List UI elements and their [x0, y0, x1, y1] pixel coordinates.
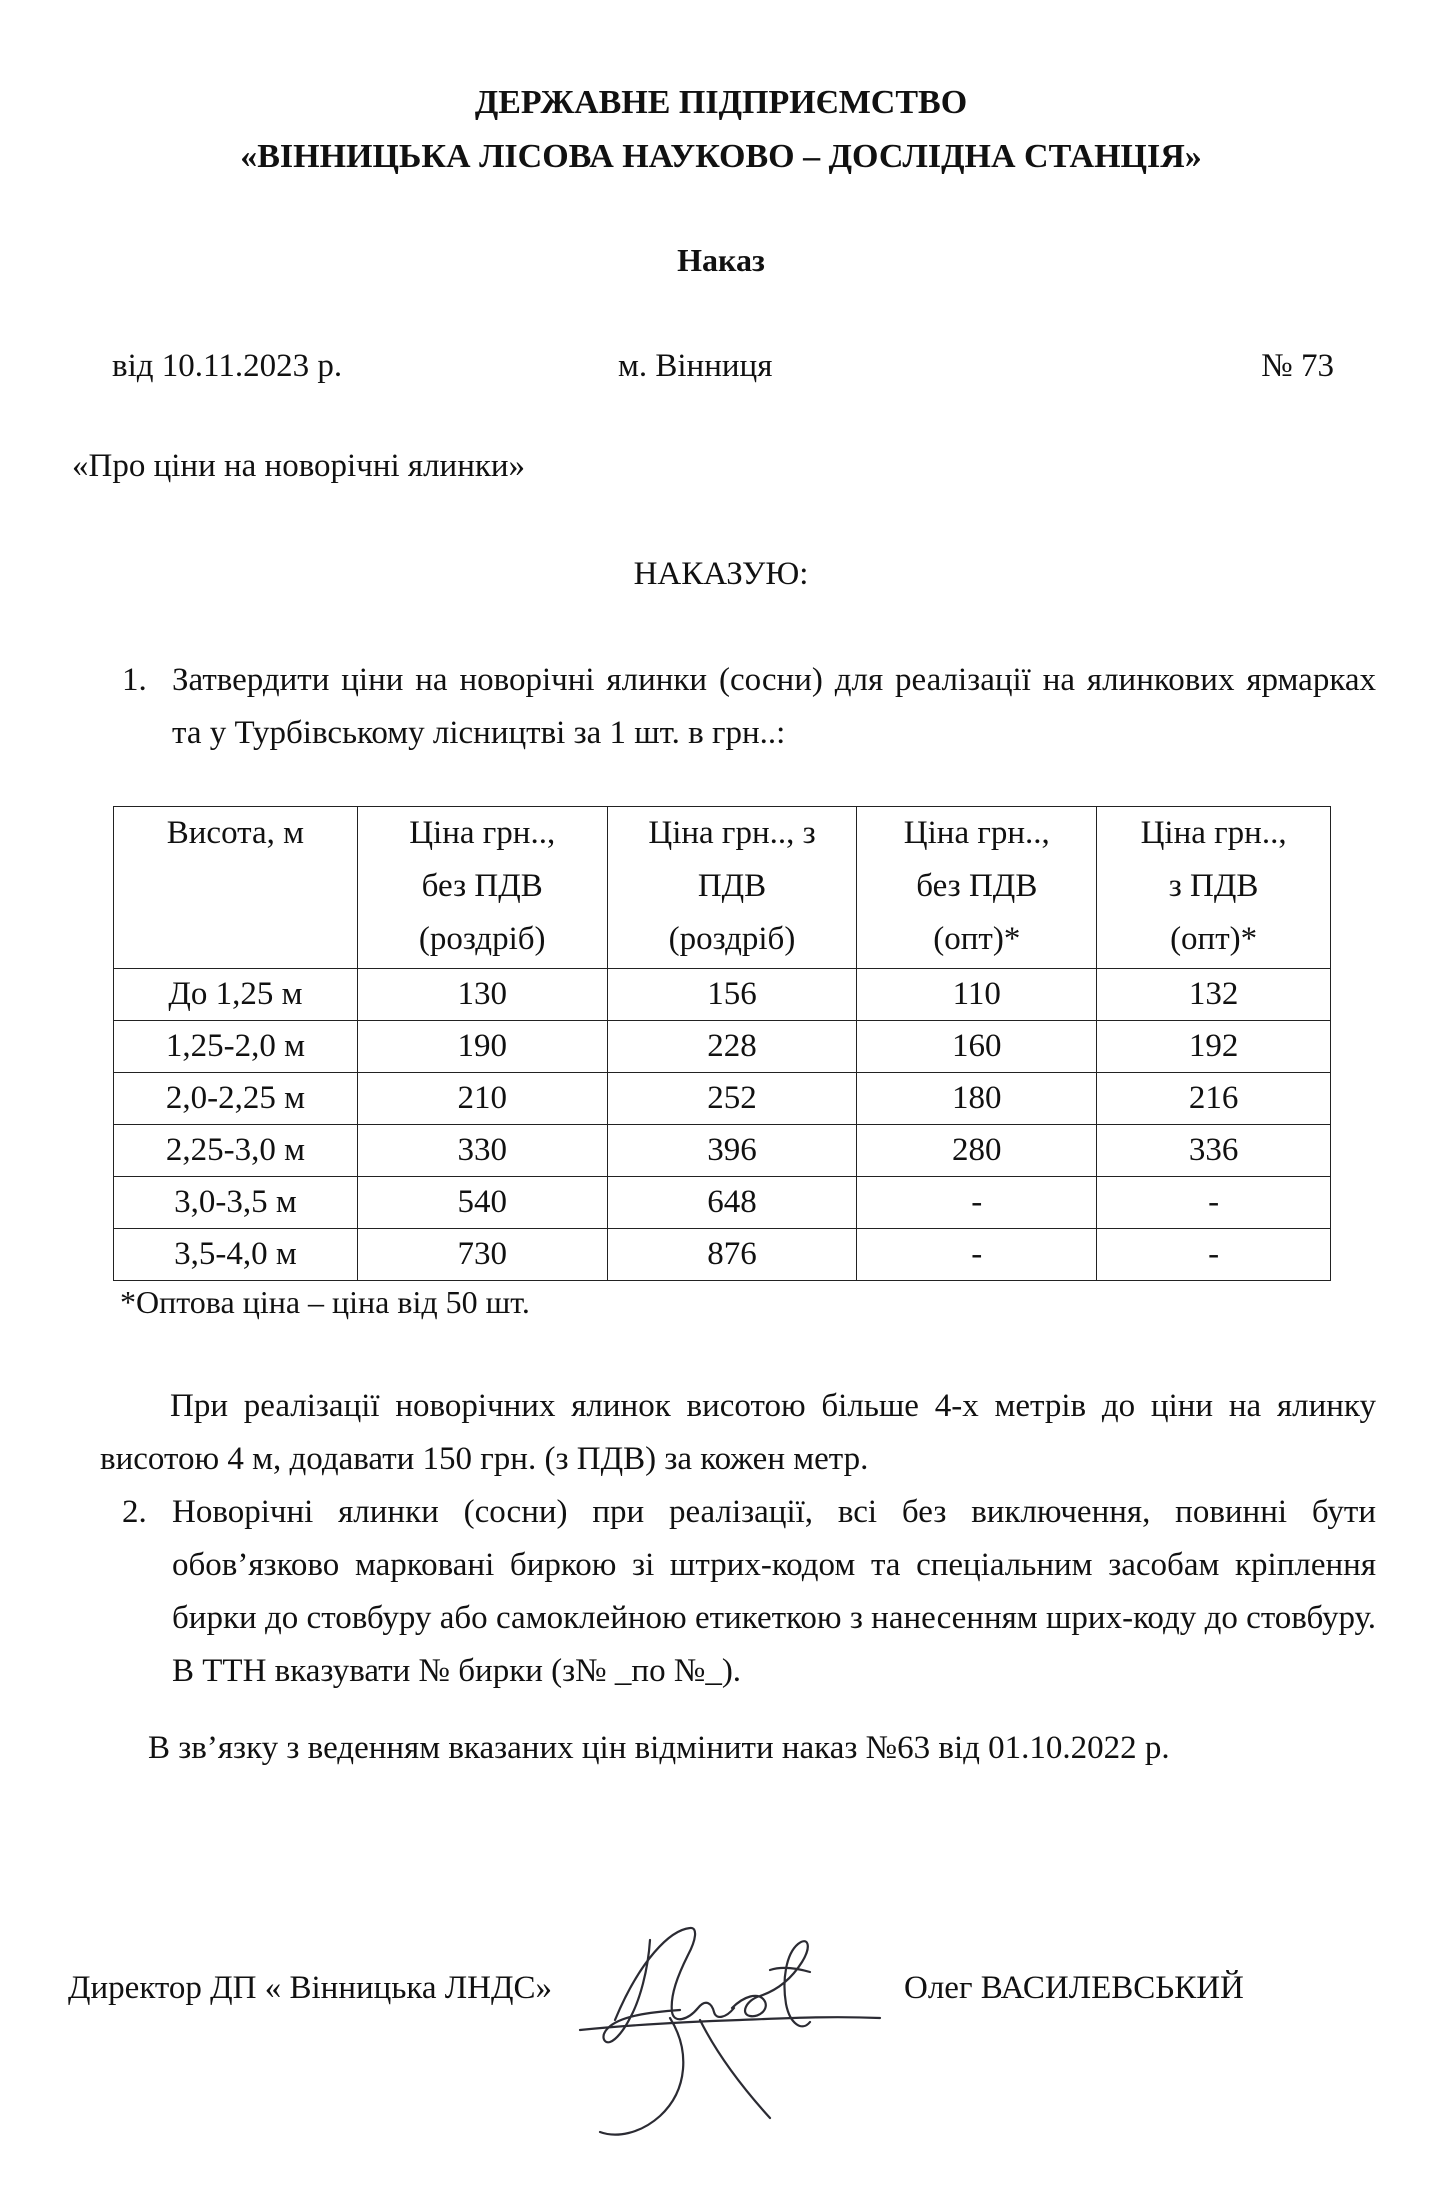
- order-subject: «Про ціни на новорічні ялинки»: [72, 448, 526, 484]
- table-cell: 876: [607, 1229, 857, 1281]
- table-row: [114, 1229, 1331, 1281]
- wholesale-footnote: *Оптова ціна – ціна від 50 шт.: [120, 1284, 530, 1320]
- table-cell: -: [857, 1177, 1097, 1229]
- table-cell: 3,0-3,5 м: [114, 1177, 358, 1229]
- table-row: [114, 969, 1331, 1021]
- price-table: [113, 806, 1331, 1281]
- table-cell: 160: [857, 1021, 1097, 1073]
- table-cell: 192: [1097, 1021, 1331, 1073]
- table-cell: 228: [607, 1021, 857, 1073]
- document-type: Наказ: [677, 242, 765, 278]
- table-row: [114, 1177, 1331, 1229]
- header-wholesale-no-vat: Ціна грн.., без ПДВ (опт)*: [857, 807, 1097, 969]
- table-cell: 648: [607, 1177, 857, 1229]
- table-cell: 130: [357, 969, 607, 1021]
- organization-name: «ВІННИЦЬКА ЛІСОВА НАУКОВО – ДОСЛІДНА СТАНЦІЯ»: [240, 138, 1202, 175]
- table-cell: 210: [357, 1073, 607, 1125]
- table-cell: 132: [1097, 969, 1331, 1021]
- point-2-number: 2.: [122, 1494, 147, 1530]
- table-row: [114, 1021, 1331, 1073]
- table-cell: 110: [857, 969, 1097, 1021]
- table-cell: 280: [857, 1125, 1097, 1177]
- order-city: м. Вінниця: [618, 348, 773, 384]
- table-cell: -: [1097, 1229, 1331, 1281]
- table-row: [114, 1125, 1331, 1177]
- table-cell: 2,25-3,0 м: [114, 1125, 358, 1177]
- point-2-text: Новорічні ялинки (сосни) при реалізації, всі без виключення, повинні бути обов’язково марковані биркою зі штрих-кодом та спеціальним засобам кріплення бирки до стовбуру або самоклейною етикеткою з нанесенням шрих-коду до стовбуру. В ТТН вказувати № бирки (з№ _по №_).: [172, 1494, 1376, 1689]
- order-number: № 73: [1261, 348, 1334, 384]
- header-retail-vat: Ціна грн.., з ПДВ (роздріб): [607, 807, 857, 969]
- table-cell: 252: [607, 1073, 857, 1125]
- table-cell: 2,0-2,25 м: [114, 1073, 358, 1125]
- header-height: Висота, м: [114, 807, 358, 969]
- order-date: від 10.11.2023 р.: [112, 348, 343, 384]
- table-cell: 180: [857, 1073, 1097, 1125]
- table-cell: 190: [357, 1021, 607, 1073]
- paragraph-over-4m: При реалізації новорічних ялинок висотою більше 4-х метрів до ціни на ялинку висотою 4 м, додавати 150 грн. (з ПДВ) за кожен метр.: [100, 1388, 1376, 1477]
- paragraph-cancel-order: В зв’язку з веденням вказаних цін відмінити наказ №63 від 01.10.2022 р.: [148, 1730, 1170, 1766]
- table-header-row: [114, 807, 1331, 969]
- table-cell: 730: [357, 1229, 607, 1281]
- table-cell: -: [857, 1229, 1097, 1281]
- table-cell: До 1,25 м: [114, 969, 358, 1021]
- table-cell: 156: [607, 969, 857, 1021]
- point-1-text: Затвердити ціни на новорічні ялинки (сосни) для реалізації на ялинкових ярмарках та у Турбівському лісництві за 1 шт. в грн..:: [172, 662, 1376, 751]
- table-cell: 3,5-4,0 м: [114, 1229, 358, 1281]
- point-1-number: 1.: [122, 662, 147, 698]
- signer-name: Олег ВАСИЛЕВСЬКИЙ: [904, 1970, 1244, 2006]
- table-cell: 1,25-2,0 м: [114, 1021, 358, 1073]
- handwritten-signature: [520, 1900, 940, 2150]
- order-word: НАКАЗУЮ:: [633, 556, 809, 592]
- header-wholesale-vat: Ціна грн.., з ПДВ (опт)*: [1097, 807, 1331, 969]
- table-row: [114, 1073, 1331, 1125]
- table-cell: -: [1097, 1177, 1331, 1229]
- organization-type: ДЕРЖАВНЕ ПІДПРИЄМСТВО: [474, 84, 968, 121]
- table-cell: 336: [1097, 1125, 1331, 1177]
- table-cell: 396: [607, 1125, 857, 1177]
- signer-title: Директор ДП « Вінницька ЛНДС»: [68, 1970, 553, 2006]
- header-retail-no-vat: Ціна грн.., без ПДВ (роздріб): [357, 807, 607, 969]
- table-cell: 540: [357, 1177, 607, 1229]
- table-cell: 330: [357, 1125, 607, 1177]
- table-cell: 216: [1097, 1073, 1331, 1125]
